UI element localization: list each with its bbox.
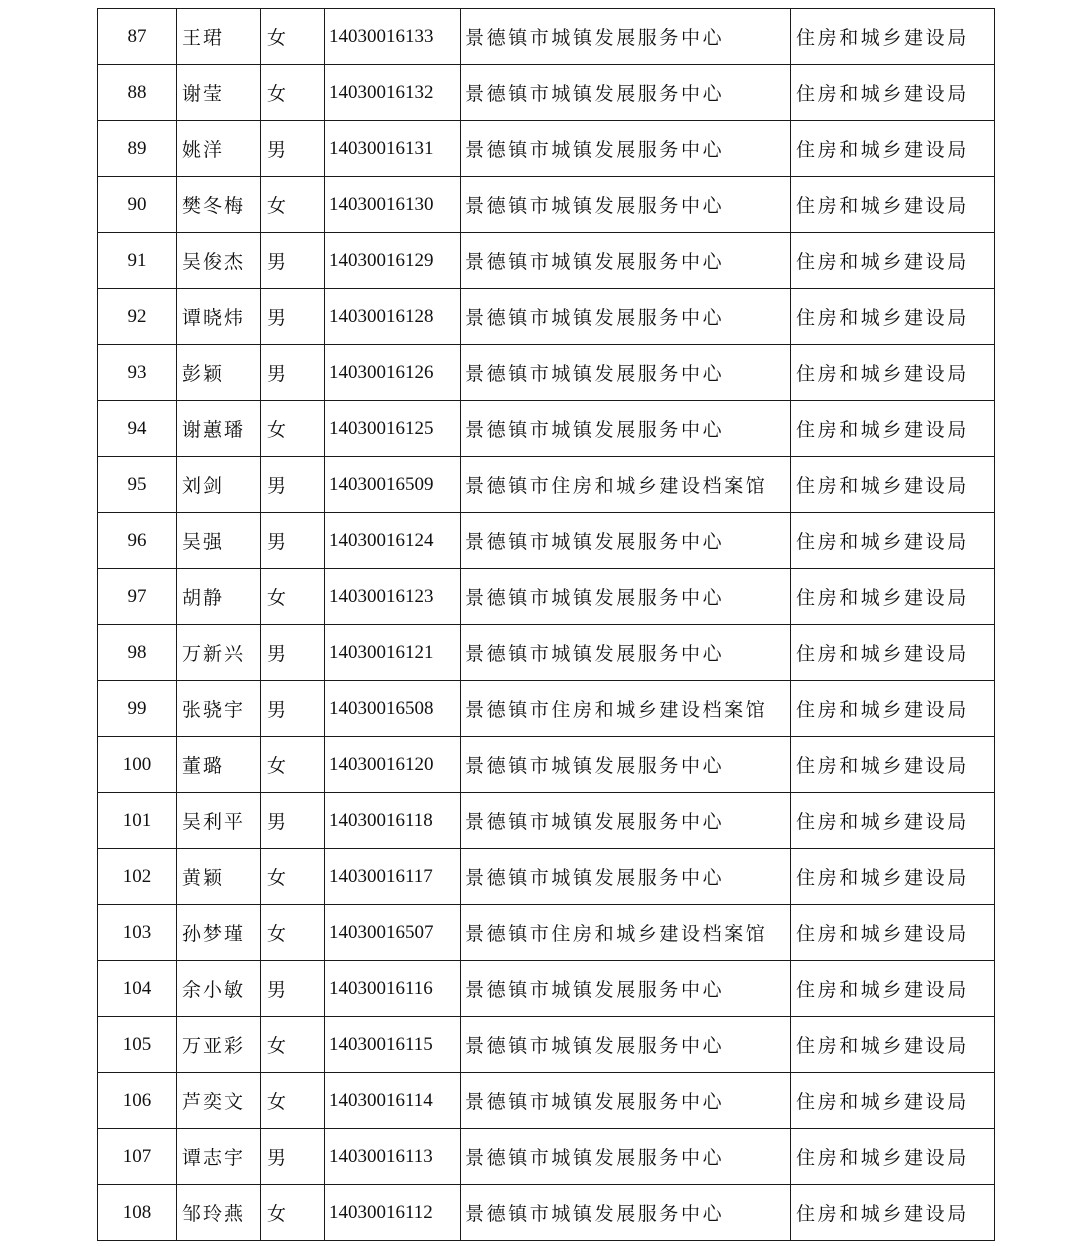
exam-id-cell: 14030016115 [325,1017,461,1073]
department-cell: 住房和城乡建设局 [791,793,995,849]
gender-cell: 女 [261,905,325,961]
gender-cell: 女 [261,9,325,65]
table-row [98,905,995,961]
row-number-cell: 89 [98,121,177,177]
row-number-cell: 90 [98,177,177,233]
row-number-cell: 106 [98,1073,177,1129]
person-name-cell: 黄颖 [177,849,261,905]
exam-id-cell: 14030016118 [325,793,461,849]
person-name-cell: 芦奕文 [177,1073,261,1129]
exam-id-cell: 14030016116 [325,961,461,1017]
row-number-cell: 107 [98,1129,177,1185]
person-name-cell: 孙梦瑾 [177,905,261,961]
table-row [98,233,995,289]
gender-cell: 男 [261,121,325,177]
person-name-cell: 余小敏 [177,961,261,1017]
unit-name-cell: 景德镇市城镇发展服务中心 [461,513,791,569]
department-cell: 住房和城乡建设局 [791,401,995,457]
row-number-cell: 87 [98,9,177,65]
department-cell: 住房和城乡建设局 [791,289,995,345]
unit-name-cell: 景德镇市住房和城乡建设档案馆 [461,905,791,961]
unit-name-cell: 景德镇市城镇发展服务中心 [461,121,791,177]
department-cell: 住房和城乡建设局 [791,961,995,1017]
gender-cell: 女 [261,849,325,905]
roster-table-body [98,9,995,1241]
table-row [98,9,995,65]
person-name-cell: 谭志宇 [177,1129,261,1185]
table-row [98,1185,995,1241]
exam-id-cell: 14030016129 [325,233,461,289]
gender-cell: 男 [261,345,325,401]
row-number-cell: 88 [98,65,177,121]
table-row [98,1129,995,1185]
table-row [98,121,995,177]
table-row [98,513,995,569]
person-name-cell: 谢蕙璠 [177,401,261,457]
department-cell: 住房和城乡建设局 [791,345,995,401]
exam-id-cell: 14030016126 [325,345,461,401]
exam-id-cell: 14030016130 [325,177,461,233]
table-row [98,625,995,681]
department-cell: 住房和城乡建设局 [791,681,995,737]
unit-name-cell: 景德镇市城镇发展服务中心 [461,569,791,625]
department-cell: 住房和城乡建设局 [791,569,995,625]
unit-name-cell: 景德镇市城镇发展服务中心 [461,1073,791,1129]
row-number-cell: 108 [98,1185,177,1241]
gender-cell: 男 [261,289,325,345]
table-row [98,1017,995,1073]
row-number-cell: 105 [98,1017,177,1073]
row-number-cell: 94 [98,401,177,457]
gender-cell: 女 [261,737,325,793]
gender-cell: 男 [261,625,325,681]
exam-id-cell: 14030016132 [325,65,461,121]
person-name-cell: 樊冬梅 [177,177,261,233]
unit-name-cell: 景德镇市城镇发展服务中心 [461,177,791,233]
department-cell: 住房和城乡建设局 [791,233,995,289]
department-cell: 住房和城乡建设局 [791,121,995,177]
exam-id-cell: 14030016125 [325,401,461,457]
department-cell: 住房和城乡建设局 [791,1073,995,1129]
unit-name-cell: 景德镇市城镇发展服务中心 [461,625,791,681]
department-cell: 住房和城乡建设局 [791,849,995,905]
roster-table [97,8,995,1241]
table-row [98,961,995,1017]
person-name-cell: 胡静 [177,569,261,625]
exam-id-cell: 14030016117 [325,849,461,905]
department-cell: 住房和城乡建设局 [791,1129,995,1185]
exam-id-cell: 14030016123 [325,569,461,625]
person-name-cell: 张骁宇 [177,681,261,737]
gender-cell: 男 [261,793,325,849]
gender-cell: 女 [261,1185,325,1241]
row-number-cell: 93 [98,345,177,401]
unit-name-cell: 景德镇市住房和城乡建设档案馆 [461,681,791,737]
row-number-cell: 91 [98,233,177,289]
gender-cell: 女 [261,569,325,625]
department-cell: 住房和城乡建设局 [791,1185,995,1241]
gender-cell: 男 [261,457,325,513]
gender-cell: 男 [261,961,325,1017]
exam-id-cell: 14030016120 [325,737,461,793]
department-cell: 住房和城乡建设局 [791,625,995,681]
table-row [98,1073,995,1129]
table-row [98,345,995,401]
person-name-cell: 姚洋 [177,121,261,177]
unit-name-cell: 景德镇市城镇发展服务中心 [461,1017,791,1073]
gender-cell: 男 [261,1129,325,1185]
person-name-cell: 王珺 [177,9,261,65]
gender-cell: 女 [261,65,325,121]
person-name-cell: 万新兴 [177,625,261,681]
exam-id-cell: 14030016121 [325,625,461,681]
row-number-cell: 100 [98,737,177,793]
unit-name-cell: 景德镇市城镇发展服务中心 [461,1129,791,1185]
table-row [98,793,995,849]
unit-name-cell: 景德镇市城镇发展服务中心 [461,233,791,289]
table-row [98,681,995,737]
person-name-cell: 吴俊杰 [177,233,261,289]
exam-id-cell: 14030016113 [325,1129,461,1185]
row-number-cell: 97 [98,569,177,625]
exam-id-cell: 14030016508 [325,681,461,737]
table-row [98,65,995,121]
department-cell: 住房和城乡建设局 [791,905,995,961]
table-row [98,457,995,513]
department-cell: 住房和城乡建设局 [791,9,995,65]
gender-cell: 男 [261,233,325,289]
person-name-cell: 谢莹 [177,65,261,121]
unit-name-cell: 景德镇市城镇发展服务中心 [461,289,791,345]
exam-id-cell: 14030016124 [325,513,461,569]
exam-id-cell: 14030016114 [325,1073,461,1129]
row-number-cell: 96 [98,513,177,569]
exam-id-cell: 14030016128 [325,289,461,345]
person-name-cell: 董璐 [177,737,261,793]
row-number-cell: 98 [98,625,177,681]
department-cell: 住房和城乡建设局 [791,1017,995,1073]
exam-id-cell: 14030016509 [325,457,461,513]
gender-cell: 男 [261,513,325,569]
exam-id-cell: 14030016507 [325,905,461,961]
person-name-cell: 吴强 [177,513,261,569]
unit-name-cell: 景德镇市城镇发展服务中心 [461,65,791,121]
gender-cell: 女 [261,1073,325,1129]
person-name-cell: 吴利平 [177,793,261,849]
row-number-cell: 95 [98,457,177,513]
unit-name-cell: 景德镇市城镇发展服务中心 [461,401,791,457]
unit-name-cell: 景德镇市城镇发展服务中心 [461,1185,791,1241]
table-row [98,289,995,345]
table-row [98,737,995,793]
unit-name-cell: 景德镇市城镇发展服务中心 [461,9,791,65]
unit-name-cell: 景德镇市城镇发展服务中心 [461,849,791,905]
person-name-cell: 万亚彩 [177,1017,261,1073]
department-cell: 住房和城乡建设局 [791,65,995,121]
person-name-cell: 谭晓炜 [177,289,261,345]
department-cell: 住房和城乡建设局 [791,457,995,513]
gender-cell: 女 [261,1017,325,1073]
exam-id-cell: 14030016133 [325,9,461,65]
table-row [98,401,995,457]
department-cell: 住房和城乡建设局 [791,513,995,569]
row-number-cell: 102 [98,849,177,905]
gender-cell: 男 [261,681,325,737]
row-number-cell: 101 [98,793,177,849]
department-cell: 住房和城乡建设局 [791,737,995,793]
person-name-cell: 邹玲燕 [177,1185,261,1241]
row-number-cell: 104 [98,961,177,1017]
unit-name-cell: 景德镇市城镇发展服务中心 [461,737,791,793]
gender-cell: 女 [261,401,325,457]
unit-name-cell: 景德镇市城镇发展服务中心 [461,345,791,401]
table-row [98,569,995,625]
unit-name-cell: 景德镇市城镇发展服务中心 [461,961,791,1017]
row-number-cell: 92 [98,289,177,345]
person-name-cell: 彭颖 [177,345,261,401]
unit-name-cell: 景德镇市住房和城乡建设档案馆 [461,457,791,513]
department-cell: 住房和城乡建设局 [791,177,995,233]
person-name-cell: 刘剑 [177,457,261,513]
table-row [98,177,995,233]
table-row [98,849,995,905]
exam-id-cell: 14030016112 [325,1185,461,1241]
gender-cell: 女 [261,177,325,233]
exam-id-cell: 14030016131 [325,121,461,177]
row-number-cell: 103 [98,905,177,961]
row-number-cell: 99 [98,681,177,737]
unit-name-cell: 景德镇市城镇发展服务中心 [461,793,791,849]
